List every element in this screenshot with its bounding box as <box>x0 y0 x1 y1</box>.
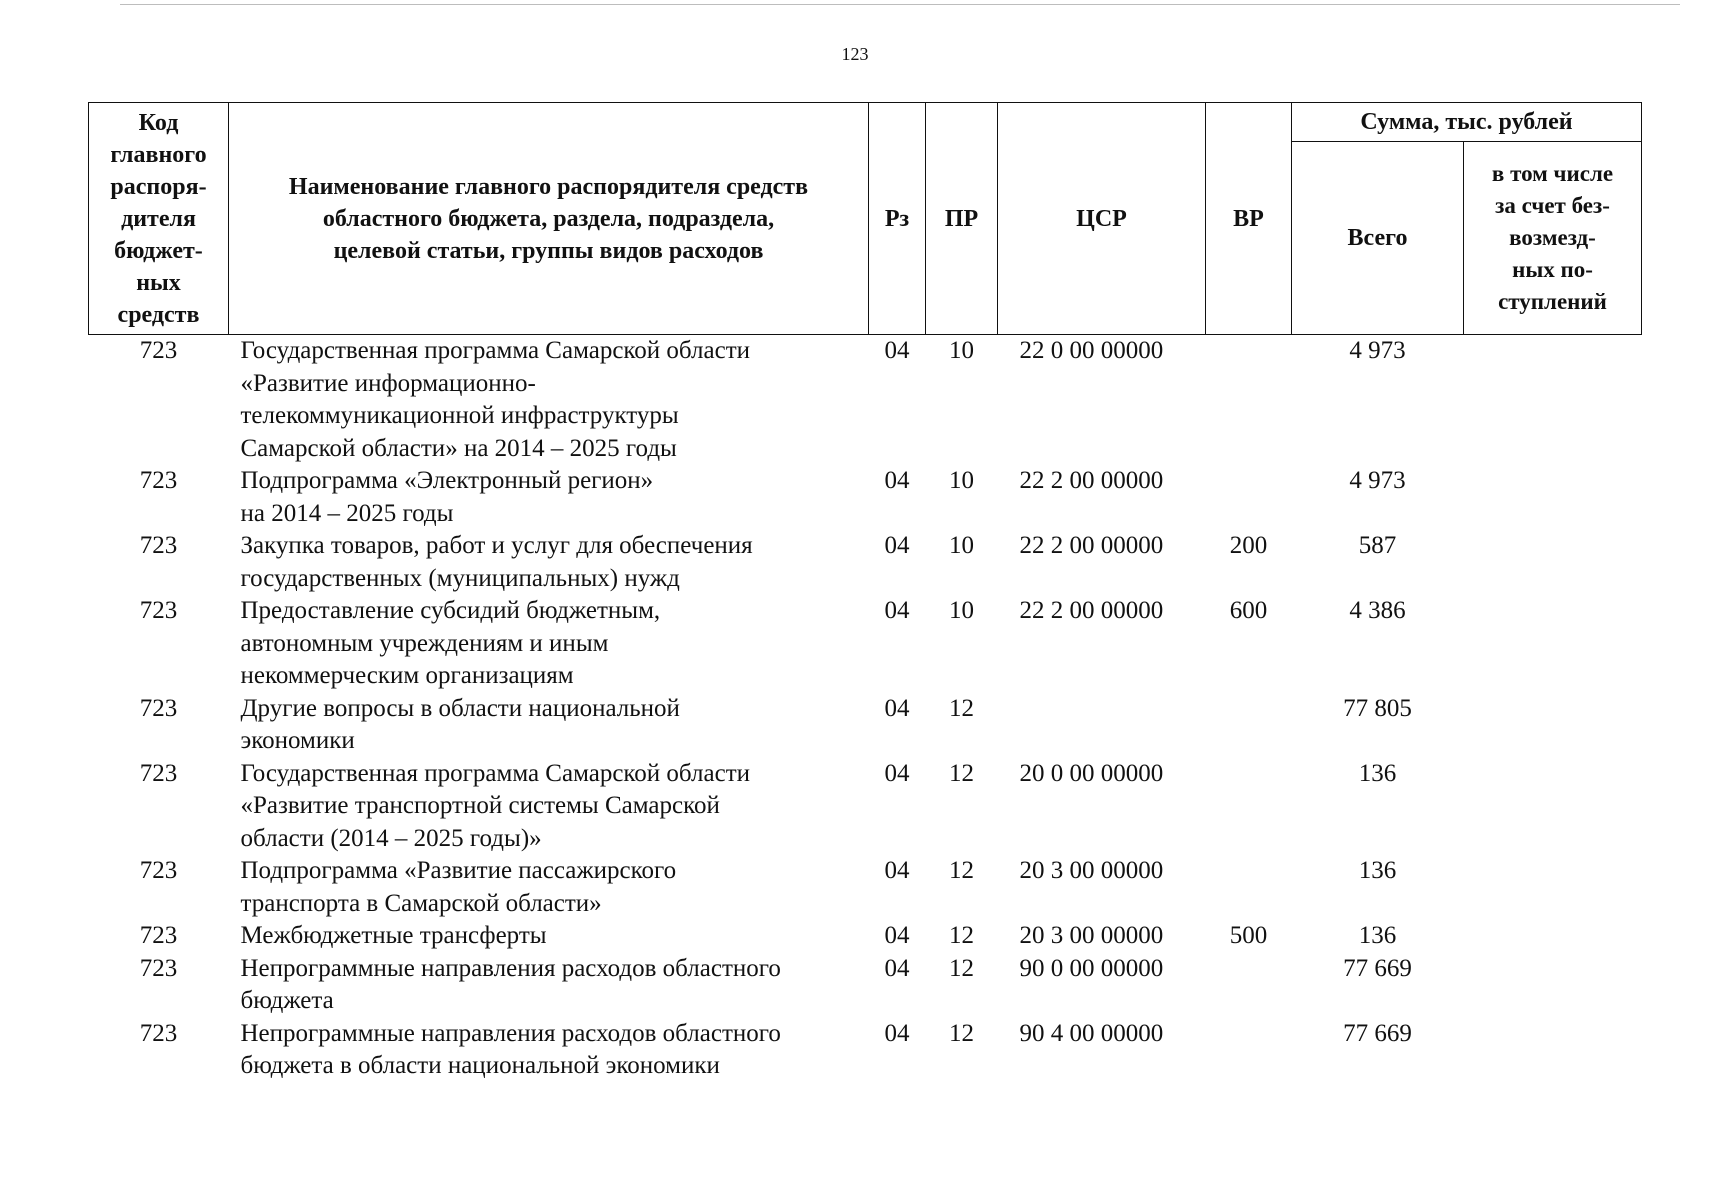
cell-pr: 10 <box>949 532 974 559</box>
cell-rz: 04 <box>884 694 910 722</box>
cell-rz: 04 <box>884 759 910 787</box>
cell-code: 723 <box>139 954 178 982</box>
cell-pr: 12 <box>949 1019 974 1047</box>
header-total: Всего <box>1292 142 1464 335</box>
text-line: Код <box>138 109 179 136</box>
cell-pr: 12 <box>949 694 974 722</box>
text-line: бюджет- <box>114 237 203 264</box>
text-line: ных <box>136 269 181 296</box>
cell-csr: 20 3 00 00000 <box>1019 922 1164 949</box>
cell-code: 723 <box>139 597 178 624</box>
cell-rz: 04 <box>884 922 910 949</box>
cell-csr: 22 2 00 00000 <box>1019 532 1164 559</box>
table-row <box>89 953 1642 1018</box>
cell-code: 723 <box>139 467 178 494</box>
cell-name <box>229 855 869 920</box>
cell-name <box>229 465 869 530</box>
cell-total: 136 <box>1358 857 1397 884</box>
cell-pr: 12 <box>949 922 974 949</box>
cell-free <box>1464 595 1642 693</box>
text-line: некоммерческим организациям <box>240 662 574 689</box>
text-line: бюджета <box>240 987 334 1014</box>
cell-total: 77 669 <box>1343 1019 1412 1047</box>
cell-csr: 22 0 00 00000 <box>1019 337 1164 364</box>
cell-free <box>1464 1018 1642 1083</box>
text-line: в том числе <box>1491 161 1614 186</box>
cell-total: 77 669 <box>1343 954 1412 982</box>
table-row <box>89 758 1642 856</box>
table-row <box>89 530 1642 595</box>
text-line: Государственная программа Самарской области <box>240 337 750 364</box>
table-row <box>89 335 1642 466</box>
cell-vr: 200 <box>1229 532 1268 559</box>
text-line: средств <box>117 301 200 328</box>
cell-vr: 500 <box>1229 922 1268 949</box>
text-line: области (2014 – 2025 годы)» <box>240 824 542 852</box>
text-line: экономики <box>240 727 355 754</box>
cell-code: 723 <box>139 922 178 949</box>
table-header <box>89 103 1642 335</box>
cell-rz: 04 <box>884 597 910 624</box>
cell-vr <box>1206 465 1292 530</box>
cell-free <box>1464 335 1642 466</box>
text-line: ных по- <box>1512 257 1593 282</box>
cell-rz: 04 <box>884 467 910 494</box>
table-row <box>89 693 1642 758</box>
text-line: распоря- <box>110 173 207 200</box>
cell-vr <box>1206 1018 1292 1083</box>
text-line: автономным учреждениям и иным <box>240 629 609 657</box>
cell-code: 723 <box>139 337 178 364</box>
cell-pr: 12 <box>949 759 974 787</box>
cell-free <box>1464 855 1642 920</box>
cell-csr: 20 3 00 00000 <box>1019 857 1164 884</box>
page-number: 123 <box>841 44 869 64</box>
text-line: ступлений <box>1498 289 1607 314</box>
header-code <box>89 103 229 335</box>
text-line: телекоммуникационной инфраструктуры <box>240 402 679 429</box>
cell-rz: 04 <box>884 954 910 982</box>
cell-total: 4 386 <box>1349 597 1406 624</box>
cell-free <box>1464 920 1642 953</box>
text-line: областного бюджета, раздела, подраздела, <box>322 205 775 232</box>
cell-csr: 90 4 00 00000 <box>1019 1019 1164 1047</box>
cell-pr: 10 <box>949 597 974 624</box>
cell-name <box>229 920 869 953</box>
text-line: Предоставление субсидий бюджетным, <box>240 597 661 624</box>
text-line: целевой статьи, группы видов расходов <box>333 237 764 264</box>
table-row <box>89 1018 1642 1083</box>
table-body <box>89 335 1642 1083</box>
text-line: «Развитие транспортной системы Самарской <box>240 792 720 819</box>
text-line: Государственная программа Самарской области <box>240 759 750 787</box>
cell-vr <box>1206 953 1292 1018</box>
cell-vr: 600 <box>1229 597 1268 624</box>
text-line: Подпрограмма «Электронный регион» <box>240 467 654 494</box>
text-line: Подпрограмма «Развитие пассажирского <box>240 857 677 884</box>
header-name <box>229 103 869 335</box>
text-line: Закупка товаров, работ и услуг для обеспечения <box>240 532 753 559</box>
header-rz: Рз <box>869 103 926 335</box>
header-vr: ВР <box>1206 103 1292 335</box>
cell-total: 4 973 <box>1349 337 1406 364</box>
header-sum: Сумма, тыс. рублей <box>1292 103 1642 142</box>
cell-rz: 04 <box>884 337 910 364</box>
cell-code: 723 <box>139 857 178 884</box>
text-line: главного <box>110 141 207 168</box>
header-csr: ЦСР <box>998 103 1206 335</box>
text-line: Другие вопросы в области национальной <box>240 694 680 722</box>
scan-edge-line <box>120 4 1680 5</box>
cell-vr <box>1206 855 1292 920</box>
budget-table <box>88 102 1642 1083</box>
table-row <box>89 855 1642 920</box>
cell-code: 723 <box>139 532 178 559</box>
cell-total: 77 805 <box>1343 694 1412 722</box>
cell-free <box>1464 530 1642 595</box>
cell-total: 587 <box>1358 532 1397 559</box>
cell-csr: 90 0 00 00000 <box>1019 954 1164 982</box>
cell-vr <box>1206 693 1292 758</box>
table-row <box>89 920 1642 953</box>
cell-total: 136 <box>1358 922 1397 949</box>
cell-free <box>1464 693 1642 758</box>
text-line: бюджета в области национальной экономики <box>240 1052 720 1079</box>
text-line: Непрограммные направления расходов областного <box>240 954 781 982</box>
cell-pr: 10 <box>949 467 974 494</box>
cell-code: 723 <box>139 694 178 722</box>
cell-csr: 22 2 00 00000 <box>1019 467 1164 494</box>
header-pr: ПР <box>926 103 998 335</box>
table-row <box>89 465 1642 530</box>
table-row <box>89 595 1642 693</box>
cell-pr: 12 <box>949 954 974 982</box>
cell-code: 723 <box>139 759 178 787</box>
cell-free <box>1464 758 1642 856</box>
text-line: Самарской области» на 2014 – 2025 годы <box>240 434 677 462</box>
cell-pr: 12 <box>949 857 974 884</box>
cell-total: 136 <box>1358 759 1397 787</box>
cell-csr <box>998 693 1206 758</box>
text-line: «Развитие информационно- <box>240 369 536 397</box>
cell-total: 4 973 <box>1349 467 1406 494</box>
cell-name <box>229 693 869 758</box>
cell-vr <box>1206 335 1292 466</box>
text-line: транспорта в Самарской области» <box>240 889 602 917</box>
cell-free <box>1464 465 1642 530</box>
text-line: возмезд- <box>1509 225 1596 250</box>
text-line: Непрограммные направления расходов областного <box>240 1019 781 1047</box>
cell-free <box>1464 953 1642 1018</box>
cell-name <box>229 758 869 856</box>
cell-name <box>229 595 869 693</box>
cell-rz: 04 <box>884 857 910 884</box>
cell-pr: 10 <box>949 337 974 364</box>
text-line: за счет без- <box>1495 193 1610 218</box>
cell-code: 723 <box>139 1019 178 1047</box>
text-line: Наименование главного распорядителя средств <box>288 173 809 200</box>
text-line: Межбюджетные трансферты <box>240 922 547 949</box>
cell-vr <box>1206 758 1292 856</box>
header-free <box>1464 142 1642 335</box>
cell-name <box>229 1018 869 1083</box>
cell-name <box>229 530 869 595</box>
text-line: дителя <box>121 205 196 232</box>
cell-rz: 04 <box>884 532 910 559</box>
text-line: на 2014 – 2025 годы <box>240 499 454 527</box>
cell-rz: 04 <box>884 1019 910 1047</box>
cell-name <box>229 953 869 1018</box>
cell-csr: 22 2 00 00000 <box>1019 597 1164 624</box>
cell-csr: 20 0 00 00000 <box>1019 759 1164 787</box>
text-line: государственных (муниципальных) нужд <box>240 564 680 592</box>
cell-name <box>229 335 869 466</box>
